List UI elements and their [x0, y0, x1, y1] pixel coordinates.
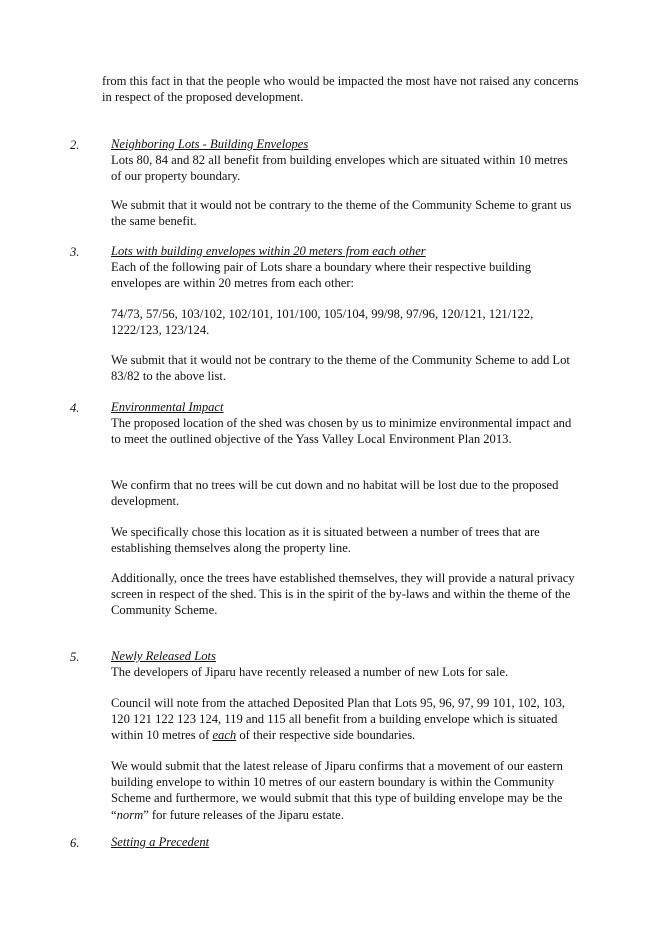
section-number: 3.: [70, 245, 80, 259]
section-paragraph: Additionally, once the trees have established themselves, they will provide a natural privacy screen in respect of the shed. This is in the spirit of the by-laws and within the theme of the Community Scheme.: [111, 571, 575, 618]
section-paragraph: The proposed location of the shed was chosen by us to minimize environmental impact and to meet the outlined objective of the Yass Valley Local Environment Plan 2013.: [111, 416, 572, 447]
section-heading: Lots with building envelopes within 20 meters from each other: [111, 244, 426, 258]
section-paragraph: The developers of Jiparu have recently released a number of new Lots for sale.: [111, 665, 509, 679]
section-heading: Newly Released Lots: [111, 649, 216, 663]
section-paragraph: We submit that it would not be contrary to the theme of the Community Scheme to add Lot 83/82 to the above list.: [111, 353, 570, 384]
section-paragraph: [111, 695, 581, 744]
paragraph-text: Council will note from the attached Deposited Plan that Lots 95, 96, 97, 99 101, 102, 103, 120 121 122 123 124, 119 and 115 all benefit from a building envelope which is situated within 10 metres of: [111, 696, 566, 743]
section-paragraph: Each of the following pair of Lots share a boundary where their respective building envelopes are within 20 metres from each other:: [111, 260, 532, 291]
intro-paragraph: from this fact in that the people who would be impacted the most have not raised any concerns in respect of the proposed development.: [102, 74, 579, 105]
section-paragraph: Lots 80, 84 and 82 all benefit from building envelopes which are situated within 10 metres of our property boundary.: [111, 153, 568, 184]
section-paragraph: [111, 758, 581, 823]
section-heading: Neighboring Lots - Building Envelopes: [111, 137, 309, 151]
section-heading: Setting a Precedent: [111, 835, 210, 849]
section-heading: Environmental Impact: [111, 400, 224, 414]
emphasis-text: each: [212, 728, 237, 743]
section-number: 6.: [70, 836, 80, 850]
section-number: 5.: [70, 650, 80, 664]
emphasis-text: norm: [116, 807, 144, 822]
lot-pair-list: 74/73, 57/56, 103/102, 102/101, 101/100, 105/104, 99/98, 97/96, 120/121, 121/122, 1222/123, 123/124.: [111, 307, 534, 338]
paragraph-text: of their respective side boundaries.: [236, 728, 416, 743]
paragraph-text: ” for future releases of the Jiparu estate.: [143, 807, 344, 822]
section-number: 4.: [70, 401, 80, 415]
section-paragraph: We confirm that no trees will be cut down and no habitat will be lost due to the proposed development.: [111, 478, 559, 509]
paragraph-text: We would submit that the latest release of Jiparu confirms that a movement of our eastern building envelope to within 10 metres of our eastern boundary is within the Community Scheme and furthermore, we would submit that this type of building envelope may be the “: [111, 759, 563, 822]
section-number: 2.: [70, 138, 80, 152]
section-paragraph: We specifically chose this location as it is situated between a number of trees that are establishing themselves along the property line.: [111, 525, 540, 556]
section-paragraph: We submit that it would not be contrary to the theme of the Community Scheme to grant us the same benefit.: [111, 198, 572, 229]
